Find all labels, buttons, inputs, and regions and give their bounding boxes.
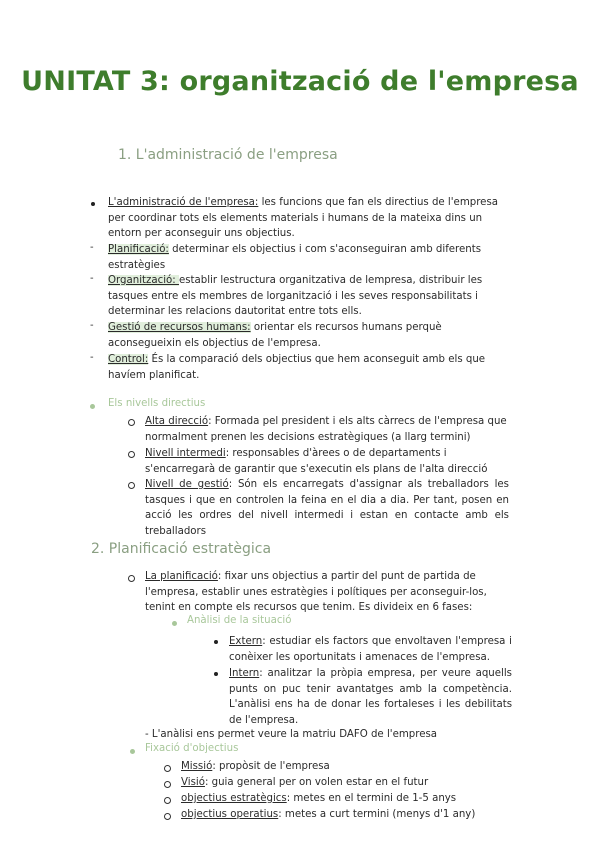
level-intermedi <box>145 446 490 477</box>
term: Gestió de recursos humans: <box>108 322 251 333</box>
definition: : guia general per on volen estar en el futur <box>204 777 429 788</box>
circle-bullet <box>164 813 171 820</box>
dafo-note: - L'anàlisi ens permet veure la matriu DAFO de l'empresa <box>145 729 438 740</box>
definition: : Formada pel president i els alts càrrecs de l'empresa que normalment prenen les decisions estratègiques (a llarg termini) <box>145 416 507 443</box>
objective-visio <box>181 775 501 791</box>
page-title: UNITAT 3: organització de l'empresa <box>21 66 579 97</box>
term: Nivell intermedi <box>145 448 226 459</box>
green-bullet-dot <box>172 621 177 626</box>
dash-bullet: - <box>90 352 94 363</box>
bullet-dot <box>91 202 95 206</box>
section-1-heading: 1. L'administració de l'empresa <box>118 147 338 163</box>
objective-missio <box>181 759 501 775</box>
term: Alta direcció <box>145 416 209 427</box>
list-item-planificacio <box>108 242 508 273</box>
level-gestio <box>145 477 509 539</box>
definition: establir lestructura organitzativa de lempresa, distribuir les tasques entre els membres de lorganització i les seves responsabilitats i determinar les relacions dautoritat entre tots ells. <box>108 275 483 318</box>
definition: : fixar uns objectius a partir del punt de partida de l'empresa, establir unes estratègies i polítiques per aconseguir-los, tenint en compte els recursos que tenim. Es divideix en 6 fases: <box>145 571 487 614</box>
term: Extern <box>229 636 263 647</box>
levels-heading: Els nivells directius <box>108 398 206 409</box>
circle-bullet <box>164 781 171 788</box>
list-item-control <box>108 352 498 383</box>
definition: : propòsit de l'empresa <box>212 761 330 772</box>
circle-bullet <box>164 765 171 772</box>
term: Control: <box>108 354 149 365</box>
definition: : metes en el termini de 1-5 anys <box>286 793 457 804</box>
dash-bullet: - <box>90 273 94 284</box>
definition: : responsables d'àrees o de departaments i s'encarregarà de garantir que s'executin els plans de l'alta direcció <box>145 448 488 475</box>
definition: les funcions que fan els directius de l'empresa per coordinar tots els elements materials i humans de la mateixa dins un entorn per aconseguir uns objectius. <box>108 197 498 240</box>
objective-operatius <box>181 807 501 823</box>
term: L'administració de l'empresa: <box>108 197 259 208</box>
term: objectius estratègics <box>181 793 287 804</box>
objective-estrategics <box>181 791 501 807</box>
dash-bullet: - <box>90 242 94 253</box>
term: Organització: <box>108 275 179 286</box>
circle-bullet <box>128 482 135 489</box>
term: Intern <box>229 668 260 679</box>
circle-bullet <box>164 797 171 804</box>
definition: És la comparació dels objectius que hem aconseguit amb els que havíem planificat. <box>108 354 486 381</box>
term: Nivell de gestió <box>145 479 229 490</box>
term: La planificació <box>145 571 218 582</box>
term: objectius operatius <box>181 809 279 820</box>
green-bullet-dot <box>90 404 95 409</box>
green-bullet-dot <box>130 749 135 754</box>
list-item-administracio <box>108 195 513 242</box>
circle-bullet <box>128 451 135 458</box>
term: Missió <box>181 761 213 772</box>
definition: : estudiar els factors que envoltaven l'empresa i conèixer les oportunitats i amenaces de l'empresa. <box>229 636 512 663</box>
definition: : analitzar la pròpia empresa, per veure aquells punts on puc tenir avantatges amb la competència. L'anàlisi ens ha de donar les fortaleses i les debilitats de l'empresa. <box>229 668 512 726</box>
analysis-extern <box>229 634 512 665</box>
definition: : metes a curt termini (menys d'1 any) <box>278 809 476 820</box>
analysis-intern <box>229 666 512 728</box>
analysis-heading: Anàlisi de la situació <box>187 615 292 626</box>
section-2-heading: 2. Planificació estratègica <box>91 541 272 557</box>
bullet-dot <box>214 672 218 676</box>
circle-bullet <box>128 575 135 582</box>
list-item-gestio-rrhh <box>108 320 508 351</box>
term: Visió <box>181 777 205 788</box>
level-alta-direccio <box>145 414 515 445</box>
circle-bullet <box>128 419 135 426</box>
planning-definition <box>145 569 513 616</box>
term: Planificació: <box>108 244 169 255</box>
definition: : Són els encarregats d'assignar als treballadors les tasques i que en controlen la feina en el dia a dia. Per tant, posen en acció les ordres del nivell intermedi i estan en contacte amb els treballadors <box>145 479 509 537</box>
dash-bullet: - <box>90 320 94 331</box>
definition: determinar els objectius i com s'aconseguiran amb diferents estratègies <box>108 244 482 271</box>
bullet-dot <box>214 640 218 644</box>
list-item-organitzacio <box>108 273 513 320</box>
definition: orientar els recursos humans perquè aconsegueixin els objectius de l'empresa. <box>108 322 442 349</box>
objectives-heading: Fixació d'objectius <box>145 743 239 754</box>
